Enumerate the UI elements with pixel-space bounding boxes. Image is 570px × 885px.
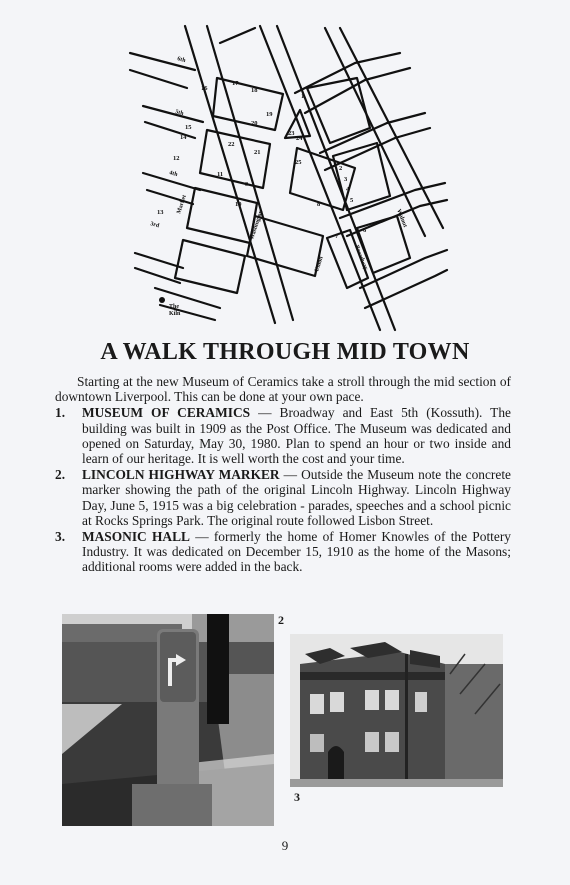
item-description: — Broadway and East 5th (Kossuth). The building was built in 1909 as the Post Office. The Museum was dedicated and opened on Saturday, May 30, 1980. Plan to spend an hour or two inside and learn of our heritage. It is well worth the cost and your time. — [82, 405, 511, 467]
marker-21: 21 — [254, 149, 261, 156]
marker-18: 18 — [251, 87, 258, 94]
marker-8: 8 — [317, 201, 321, 208]
marker-7: 7 — [335, 233, 339, 240]
marker-19: 19 — [266, 111, 273, 118]
label-the: The — [169, 304, 180, 310]
masonic-hall-photo — [290, 634, 503, 787]
item-text — [82, 405, 511, 466]
label-walnut: Walnut — [395, 208, 408, 229]
marker-24: 24 — [296, 135, 303, 142]
lincoln-highway-marker-photo — [62, 614, 274, 826]
label-5th: 5th — [174, 109, 185, 118]
item-number: 3. — [55, 529, 66, 545]
marker-4: 4 — [346, 186, 350, 193]
item-heading: LINCOLN HIGHWAY MARKER — [82, 467, 280, 483]
item-heading: MASONIC HALL — [82, 529, 190, 545]
item-text — [82, 467, 511, 528]
marker-13: 13 — [157, 209, 164, 216]
item-description: — formerly the home of Homer Knowles of the Pottery Industry. It was dedicated on December 15, 1910 as the home of the Masons; additional rooms were added in the back. — [82, 529, 511, 575]
street-map — [125, 18, 455, 343]
marker-20: 20 — [251, 120, 258, 127]
item-description: — Outside the Museum note the concrete marker showing the path of the original Lincoln Highway. Lincoln Highway Day, June 5, 1915 was a big celebration - parades, speeches and a school picnic at Rocks Springs Park. The original route followed Lisbon Street. — [82, 467, 512, 528]
label-3rd: 3rd — [149, 221, 160, 230]
intro-paragraph: Starting at the new Museum of Ceramics take a stroll through the mid section of downtown Liverpool. This can be done at your own pace. — [55, 374, 511, 405]
marker-11: 11 — [217, 171, 224, 178]
marker-14: 14 — [180, 134, 187, 141]
marker-10: 10 — [235, 201, 242, 208]
marker-1: 1 — [301, 93, 305, 100]
item-number: 1. — [55, 405, 66, 421]
item-text — [82, 529, 511, 575]
label-washington: Washington — [249, 209, 265, 241]
label-4th: 4th — [168, 170, 179, 179]
list-item — [55, 405, 511, 466]
street-map-drawing — [125, 18, 455, 343]
walk-text — [55, 374, 511, 576]
photo-caption-2: 2 — [278, 613, 284, 627]
marker-3: 3 — [344, 176, 348, 183]
label-market: Market — [176, 194, 188, 215]
marker-22: 22 — [228, 141, 235, 148]
list-item — [55, 529, 511, 575]
page-number: 9 — [281, 838, 289, 853]
item-number: 2. — [55, 467, 66, 483]
list-item — [55, 467, 511, 528]
marker-23: 23 — [288, 130, 295, 137]
marker-5: 5 — [350, 197, 354, 204]
marker-2: 2 — [339, 165, 343, 172]
marker-9: 9 — [245, 181, 249, 188]
marker-6: 6 — [363, 227, 367, 234]
label-kiln: Kiln — [169, 311, 181, 317]
item-heading: MUSEUM OF CERAMICS — [82, 405, 251, 421]
photo-caption-3: 3 — [294, 790, 300, 804]
marker-16: 16 — [201, 85, 208, 92]
label-6th: 6th — [176, 56, 187, 65]
marker-17: 17 — [232, 80, 239, 87]
page-title: A WALK THROUGH MID TOWN — [100, 339, 470, 365]
marker-12: 12 — [173, 155, 180, 162]
marker-25: 25 — [295, 159, 302, 166]
label-broadway: Broadway — [353, 244, 369, 272]
marker-15: 15 — [185, 124, 192, 131]
label-union: Union — [314, 255, 325, 273]
